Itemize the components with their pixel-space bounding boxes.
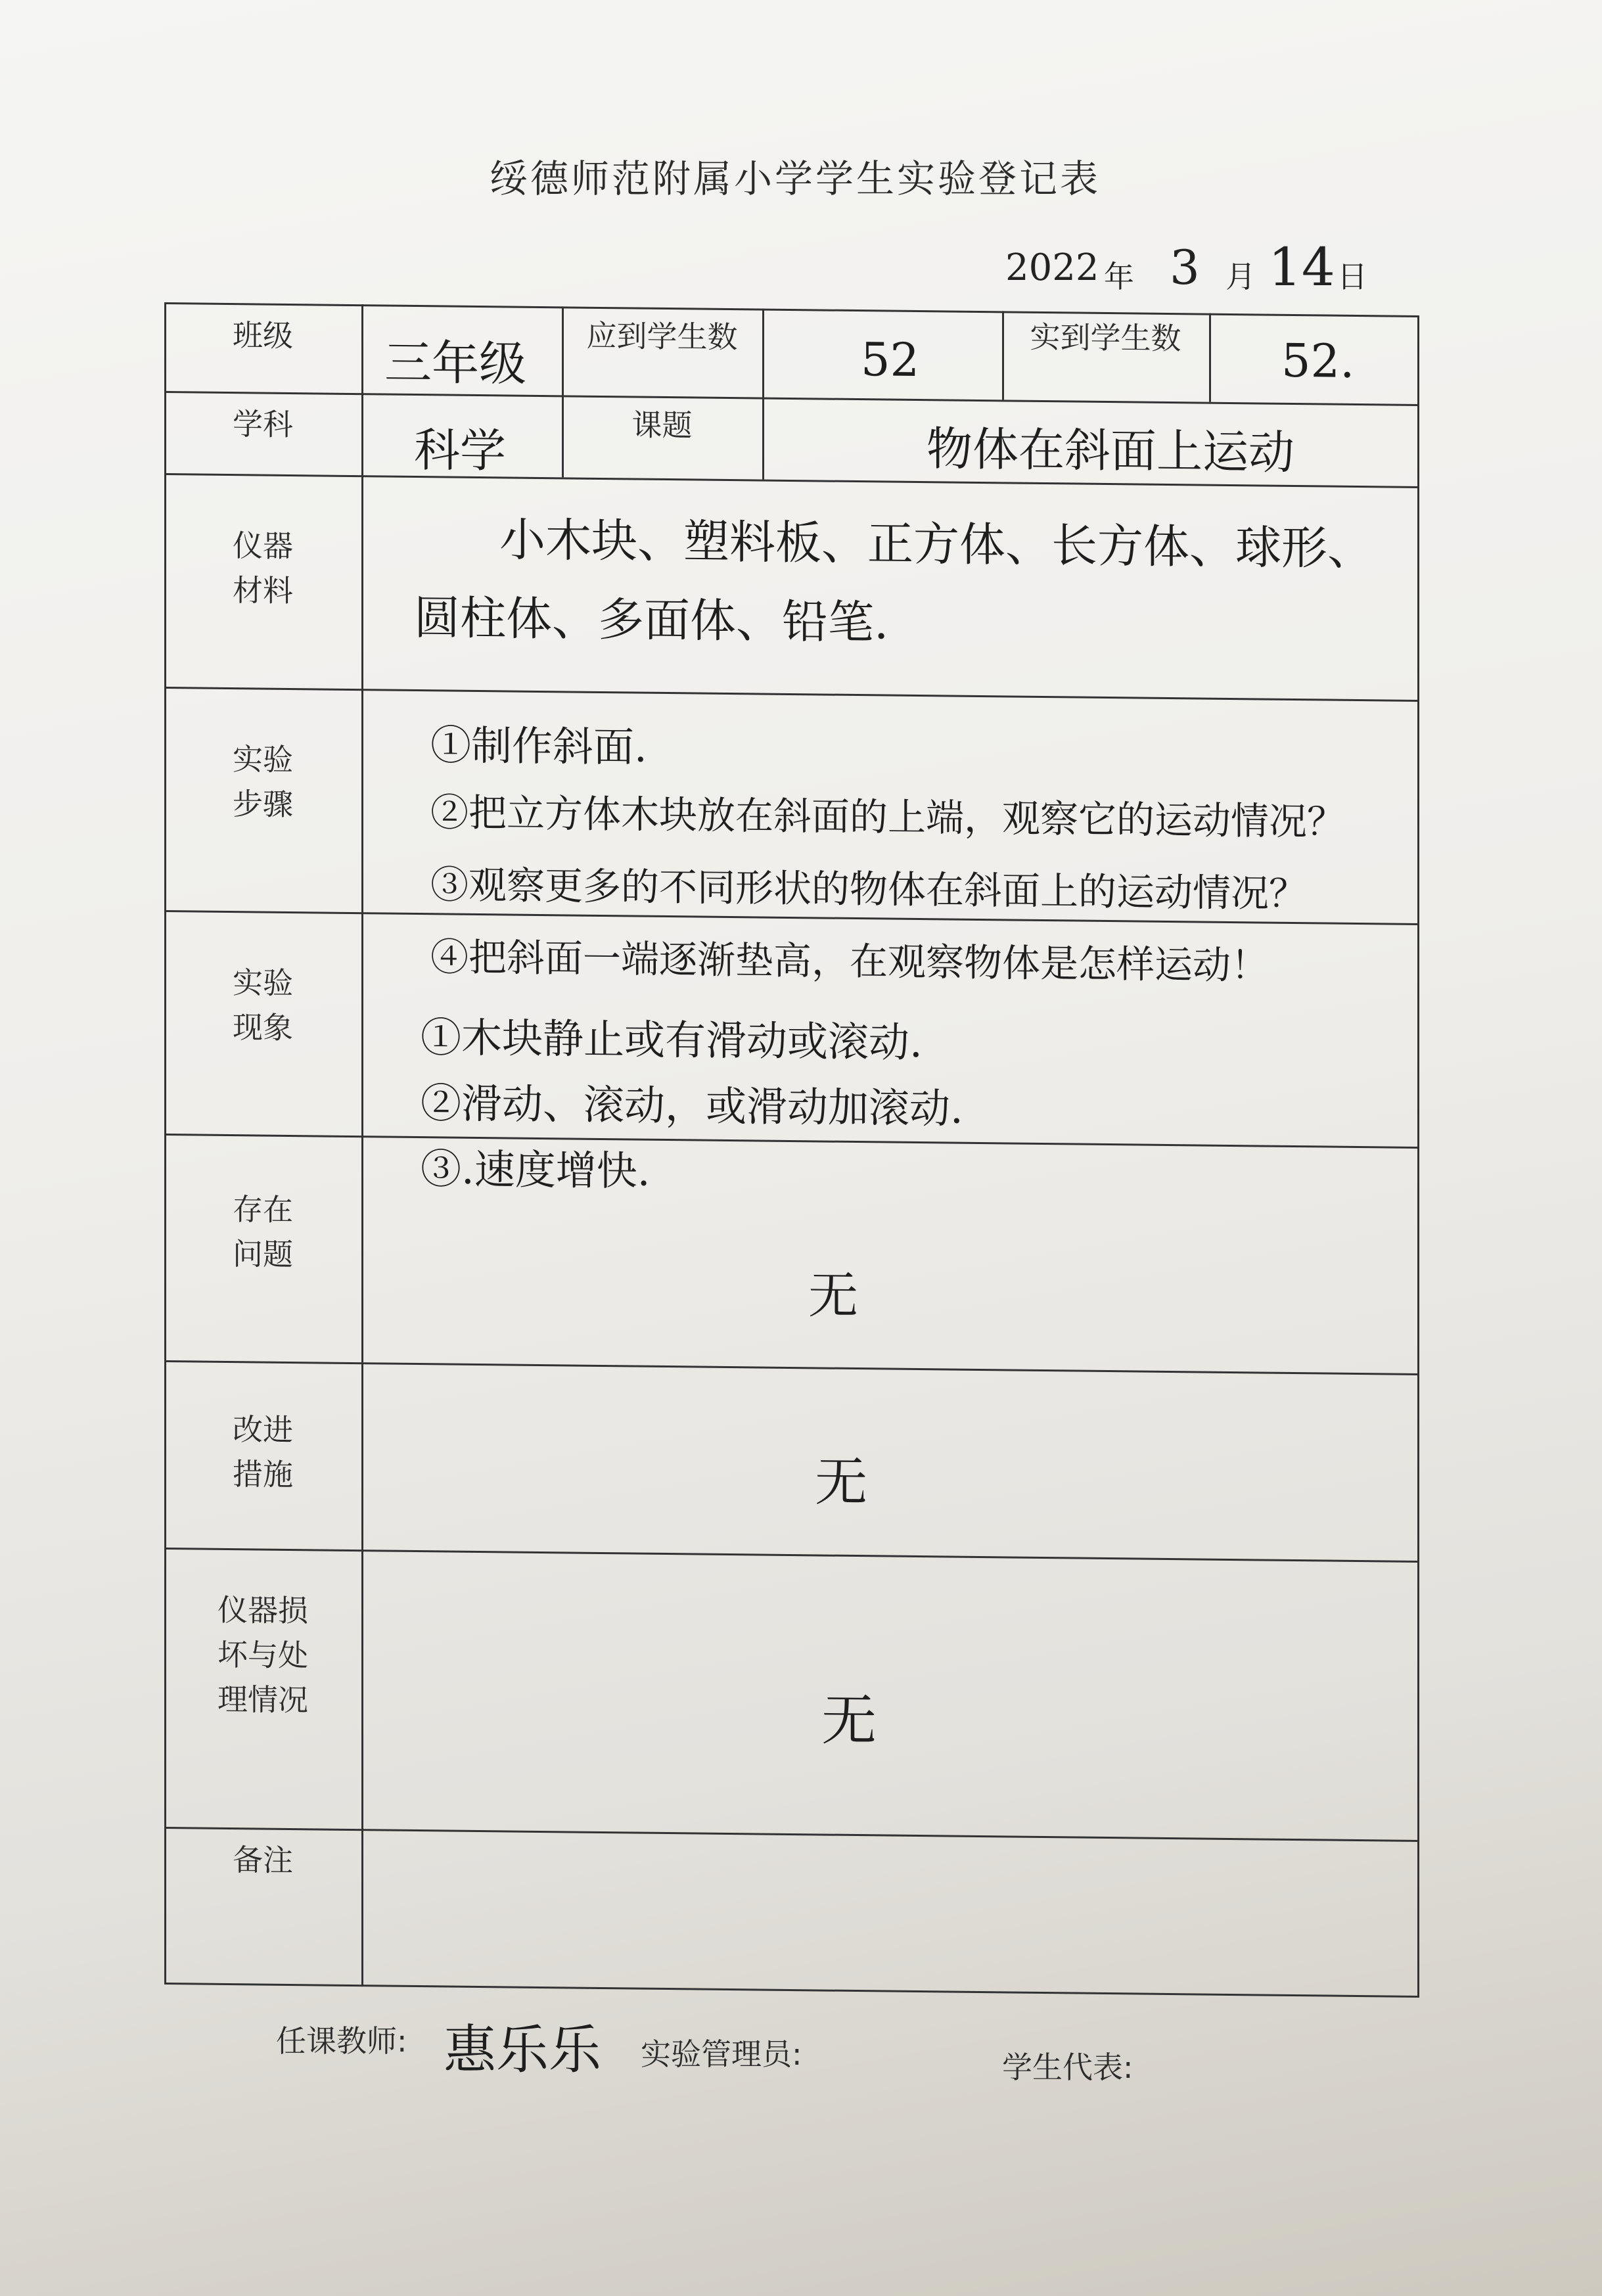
form-title: 绥德师范附属小学学生实验登记表 [489,156,1101,201]
steps-label-line1: 实验 [233,741,293,778]
damage-label [164,1587,361,1723]
step-item-1: ①制作斜面. [430,721,647,771]
phenomena-label-line1: 实验 [233,965,293,1001]
teacher-label: 任课教师: [276,2023,407,2059]
subject-value: 科学 [414,423,506,478]
materials-line2: 圆柱体、多面体、铅笔. [414,590,889,650]
column-divider [1209,313,1211,402]
phenomena-label-line2: 现象 [233,1009,293,1046]
problems-label-line2: 问题 [233,1236,293,1273]
student-representative-label: 学生代表: [1002,2050,1133,2085]
topic-value: 物体在斜面上运动 [927,422,1294,480]
expected-count-value: 52 [861,333,920,388]
damage-label-line1: 仪器损 [217,1592,308,1629]
damage-label-line3: 理情况 [217,1681,308,1718]
steps-label [164,736,361,827]
step-item-2: ②把立方体木块放在斜面的上端，观察它的运动情况？ [430,790,1346,844]
materials-label [164,522,361,614]
phenomenon-item-1: ①木块静止或有滑动或滚动. [421,1013,923,1067]
phenomenon-item-3: ③.速度增快. [421,1145,651,1195]
topic-label: 课题 [631,407,693,444]
phenomenon-item-2: ②滑动、滚动，或滑动加滚动. [421,1079,963,1133]
registration-table [164,302,1419,1998]
steps-label-line2: 步骤 [233,786,293,823]
signature-line [0,2011,1602,2090]
materials-label-line2: 材料 [233,572,293,609]
step-item-3: ③观察更多的不同形状的物体在斜面上的运动情况？ [430,862,1308,917]
remarks-label: 备注 [233,1842,293,1879]
date-year-label: 年 [1104,259,1134,294]
date-year-value: 2022 [1005,246,1099,289]
materials-label-line1: 仪器 [233,528,293,564]
improvements-label-line2: 措施 [233,1456,293,1493]
actual-count-label: 实到学生数 [1030,319,1181,357]
subject-label: 学科 [233,406,293,443]
date-month-label: 月 [1225,259,1256,294]
label-column-divider [361,304,363,1986]
problems-label-line1: 存在 [233,1191,293,1228]
improvements-value: 无 [815,1451,867,1513]
teacher-signature: 惠乐乐 [444,2019,601,2080]
actual-count-value: 52. [1281,333,1355,388]
problems-value: 无 [808,1266,858,1325]
step-item-4: ④把斜面一端逐渐垫高，在观察物体是怎样运动！ [430,934,1270,988]
expected-count-label: 应到学生数 [586,317,738,356]
damage-value: 无 [821,1688,877,1753]
date-day-label: 日 [1337,259,1367,294]
phenomena-label [164,959,361,1051]
damage-label-line2: 坏与处 [217,1636,308,1674]
class-value: 三年级 [384,334,527,392]
problems-label [164,1186,361,1277]
materials-line1: 小木块、塑料板、正方体、长方体、球形、 [499,513,1373,576]
date-day-value: 14 [1268,237,1335,298]
date-month-value: 3 [1170,240,1200,295]
lab-manager-label: 实验管理员: [641,2036,802,2072]
class-label: 班级 [233,317,293,354]
date-line [1005,237,1400,309]
improvements-label-line1: 改进 [233,1412,293,1448]
column-divider [762,309,764,480]
improvements-label [164,1406,361,1498]
